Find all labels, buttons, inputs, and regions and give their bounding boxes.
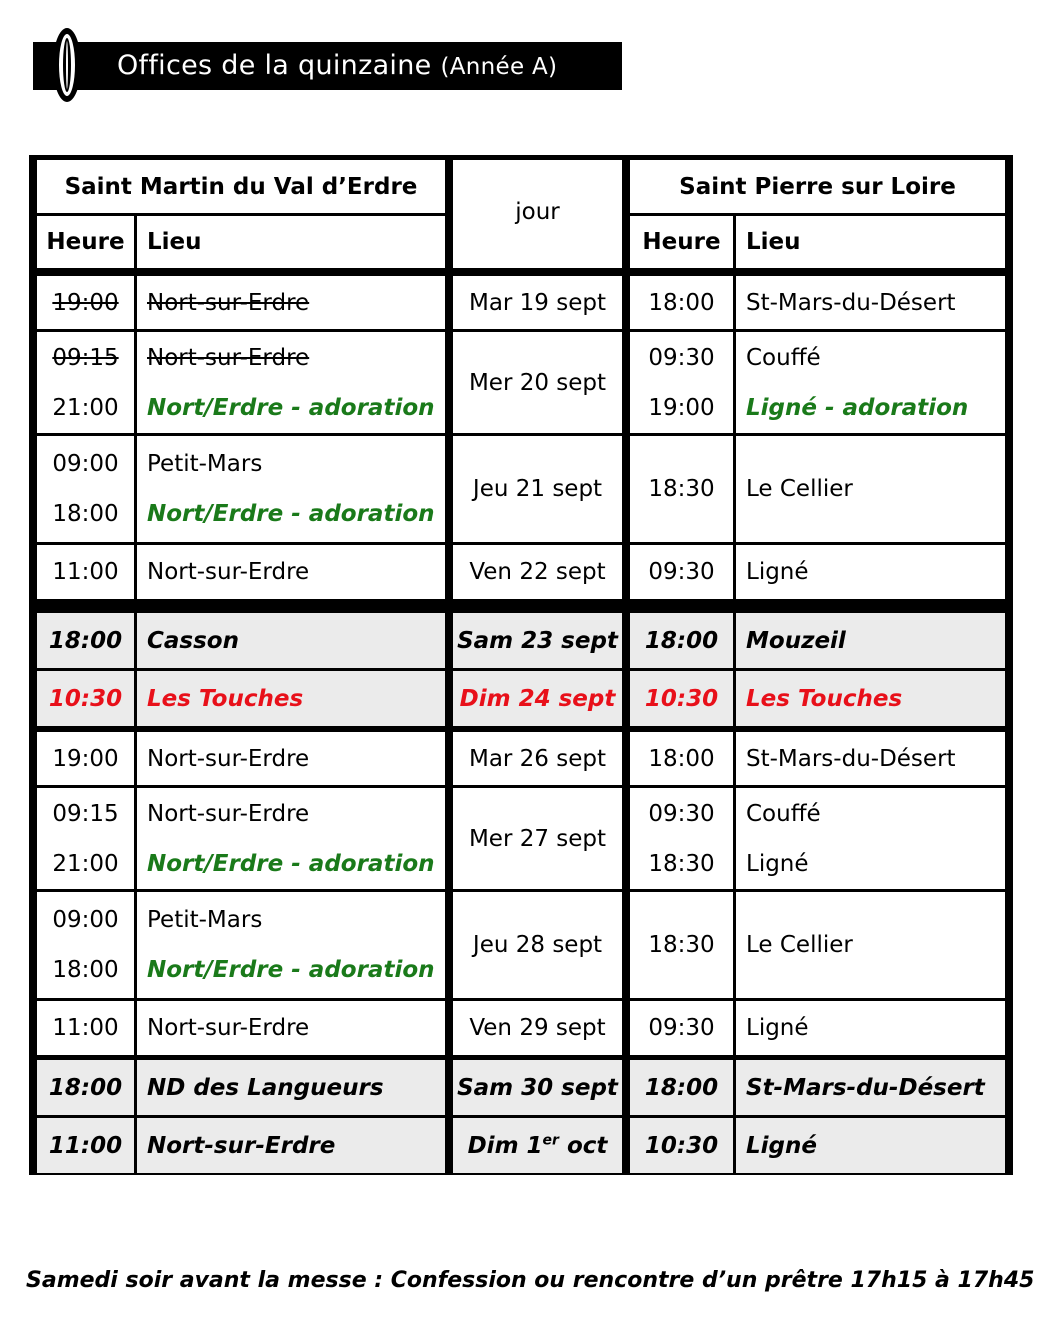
day-label: Sam 23 sept (457, 627, 618, 654)
right-place-header: Lieu (736, 216, 1005, 268)
schedule-table (29, 155, 1013, 1175)
time-value: 18:30 (648, 476, 715, 502)
place-value: Petit-Mars (147, 907, 263, 933)
place-value: Mouzeil (746, 627, 846, 654)
place-value: Nort-sur-Erdre (147, 1015, 310, 1041)
place-value: Nort-sur-Erdre (147, 344, 310, 371)
day-cell (453, 332, 622, 433)
place-value: Nort-sur-Erdre (147, 1132, 336, 1159)
time-value: 21:00 (52, 394, 119, 421)
day-cell (453, 732, 622, 785)
day-label: Mar 19 sept (468, 289, 607, 316)
day-label: Mer 27 sept (468, 825, 607, 852)
time-value: 18:30 (648, 932, 715, 958)
left-place-cell (137, 1001, 445, 1055)
weekend-right-time (630, 1118, 733, 1173)
day-cell (453, 892, 622, 998)
place-value: St-Mars-du-Désert (746, 1074, 985, 1101)
right-place-cell (736, 1001, 1005, 1055)
day-header: jour (453, 160, 622, 268)
weekend-left-place (137, 671, 445, 726)
day-cell (453, 1001, 622, 1055)
right-time-cell (630, 436, 733, 542)
place-value: St-Mars-du-Désert (746, 289, 956, 316)
place-value: Nort/Erdre - adoration (147, 850, 435, 877)
day-label: Mar 26 sept (468, 745, 607, 772)
left-place-cell (137, 788, 445, 889)
time-value: 18:00 (648, 745, 715, 772)
time-value: 18:30 (648, 850, 715, 877)
weekend-left-time (37, 613, 134, 668)
place-value: Nort-sur-Erdre (147, 800, 310, 827)
weekend-right-place (736, 1118, 1005, 1173)
time-value: 09:15 (52, 800, 119, 827)
right-time-cell (630, 1001, 733, 1055)
left-place-cell (137, 332, 445, 433)
title-sub: (Année A) (440, 54, 558, 80)
weekend-left-time (37, 671, 134, 726)
time-value: 21:00 (52, 850, 119, 877)
time-value: 09:00 (52, 451, 119, 477)
weekend-day (453, 1118, 622, 1173)
weekend-left-place (137, 613, 445, 668)
weekend-right-place (736, 671, 1005, 726)
place-value: Ligné - adoration (746, 394, 969, 421)
place-value: St-Mars-du-Désert (746, 745, 956, 772)
time-value: 18:00 (52, 957, 119, 983)
time-value: 09:00 (52, 907, 119, 933)
right-time-cell (630, 332, 733, 433)
left-time-cell (37, 332, 134, 433)
left-parish-header: Saint Martin du Val d’Erdre (37, 160, 445, 213)
left-place-cell (137, 892, 445, 998)
weekend-right-time (630, 1060, 733, 1115)
time-value: 18:00 (648, 289, 715, 316)
right-time-cell (630, 276, 733, 329)
place-value: Ligné (746, 850, 809, 877)
left-time-cell (37, 1001, 134, 1055)
place-value: Ligné (746, 1015, 809, 1041)
place-value: Ligné (746, 559, 809, 585)
place-value: Nort-sur-Erdre (147, 289, 310, 316)
title-main: Offices de la quinzaine (117, 50, 432, 81)
weekend-left-place (137, 1060, 445, 1115)
weekend-left-time (37, 1118, 134, 1173)
right-time-cell (630, 892, 733, 998)
day-label: Sam 30 sept (457, 1074, 618, 1101)
right-place-cell (736, 892, 1005, 998)
weekend-right-place (736, 1060, 1005, 1115)
time-value: 09:30 (648, 344, 715, 371)
time-value: 19:00 (52, 289, 119, 316)
left-time-cell (37, 892, 134, 998)
left-time-cell (37, 732, 134, 785)
ring-icon (53, 28, 81, 102)
left-time-header: Heure (37, 216, 134, 268)
left-place-header: Lieu (137, 216, 445, 268)
weekend-day (453, 613, 622, 668)
time-value: 09:30 (648, 1015, 715, 1041)
time-value: 19:00 (648, 394, 715, 421)
time-value: 11:00 (48, 1132, 123, 1159)
weekend-day (453, 671, 622, 726)
footer-note: Samedi soir avant la messe : Confession ou rencontre d’un prêtre 17h15 à 17h45 (26, 1268, 1035, 1293)
left-place-cell (137, 545, 445, 599)
day-cell (453, 276, 622, 329)
time-value: 09:30 (648, 559, 715, 585)
time-value: 10:30 (48, 685, 123, 712)
place-value: Le Cellier (746, 932, 853, 958)
day-label: Dim 24 sept (459, 685, 616, 712)
place-value: Nort-sur-Erdre (147, 559, 310, 585)
place-value: Le Cellier (746, 476, 853, 502)
place-value: Casson (147, 627, 239, 654)
place-value: Ligné (746, 1132, 817, 1159)
day-label: Ven 22 sept (469, 559, 606, 585)
left-place-cell (137, 276, 445, 329)
right-time-cell (630, 545, 733, 599)
left-time-cell (37, 276, 134, 329)
title-banner (33, 42, 622, 90)
time-value: 09:15 (52, 344, 119, 371)
right-time-cell (630, 732, 733, 785)
place-value: Les Touches (147, 685, 304, 712)
time-value: 09:30 (648, 800, 715, 827)
place-value: Nort/Erdre - adoration (147, 394, 435, 421)
place-value: Couffé (746, 344, 821, 371)
weekend-left-time (37, 1060, 134, 1115)
weekend-left-place (137, 1118, 445, 1173)
day-label: Ven 29 sept (469, 1015, 606, 1041)
day-label: Dim 1er oct (467, 1131, 608, 1159)
time-value: 10:30 (644, 685, 719, 712)
day-cell (453, 436, 622, 542)
weekend-right-place (736, 613, 1005, 668)
time-value: 10:30 (644, 1132, 719, 1159)
left-time-cell (37, 788, 134, 889)
place-value: Nort/Erdre - adoration (147, 501, 435, 527)
left-place-cell (137, 436, 445, 542)
right-place-cell (736, 332, 1005, 433)
weekend-day (453, 1060, 622, 1115)
day-label: Jeu 28 sept (472, 932, 603, 958)
right-time-header: Heure (630, 216, 733, 268)
left-time-cell (37, 545, 134, 599)
place-value: ND des Langueurs (147, 1074, 384, 1101)
time-value: 11:00 (52, 1015, 119, 1041)
time-value: 19:00 (52, 745, 119, 772)
right-place-cell (736, 436, 1005, 542)
weekend-right-time (630, 613, 733, 668)
place-value: Nort/Erdre - adoration (147, 957, 435, 983)
place-value: Les Touches (746, 685, 903, 712)
place-value: Couffé (746, 800, 821, 827)
time-value: 18:00 (644, 627, 719, 654)
left-time-cell (37, 436, 134, 542)
day-label: Jeu 21 sept (472, 476, 603, 502)
right-place-cell (736, 276, 1005, 329)
place-value: Nort-sur-Erdre (147, 745, 310, 772)
place-value: Petit-Mars (147, 451, 263, 477)
right-time-cell (630, 788, 733, 889)
right-place-cell (736, 788, 1005, 889)
weekend-right-time (630, 671, 733, 726)
time-value: 18:00 (52, 501, 119, 527)
right-place-cell (736, 545, 1005, 599)
left-place-cell (137, 732, 445, 785)
day-cell (453, 788, 622, 889)
time-value: 18:00 (48, 627, 123, 654)
time-value: 11:00 (52, 559, 119, 585)
time-value: 18:00 (644, 1074, 719, 1101)
day-label: Mer 20 sept (468, 369, 607, 396)
page-title (117, 50, 557, 81)
time-value: 18:00 (48, 1074, 123, 1101)
right-place-cell (736, 732, 1005, 785)
right-parish-header: Saint Pierre sur Loire (630, 160, 1005, 213)
day-cell (453, 545, 622, 599)
